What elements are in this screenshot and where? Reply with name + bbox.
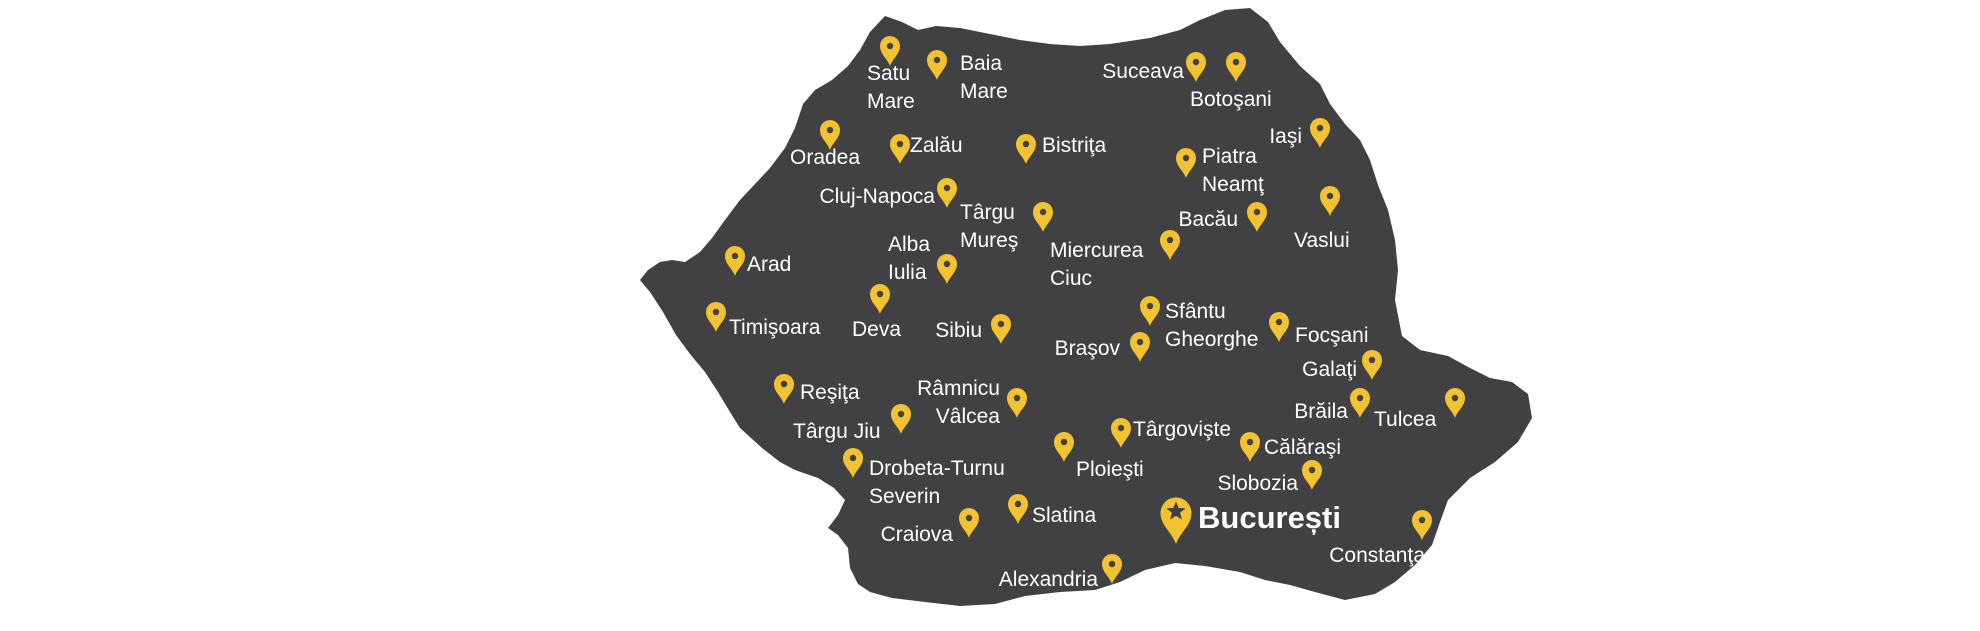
city-label-line: Botoşani — [1190, 88, 1272, 111]
pin-dot — [887, 43, 893, 49]
city-label-line: Deva — [852, 318, 902, 341]
city-label-line: Călăraşi — [1264, 436, 1342, 459]
pin-dot — [781, 381, 787, 387]
city-label-line: Suceava — [1102, 60, 1184, 83]
city-label-bacau — [1178, 208, 1238, 231]
city-label-line: Sfântu — [1165, 300, 1226, 323]
city-label-line: Craiova — [880, 523, 953, 546]
city-label-line: Mureş — [960, 229, 1019, 252]
pin-dot — [1317, 125, 1323, 131]
city-label-resita — [800, 381, 860, 404]
city-label-bistrita — [1042, 134, 1107, 157]
city-label-cluj-napoca — [819, 185, 935, 208]
pin-dot — [998, 321, 1004, 327]
city-label-slobozia — [1217, 472, 1298, 495]
city-label-line: Tulcea — [1374, 408, 1437, 431]
pin-dot — [1061, 439, 1067, 445]
pin-dot — [1254, 209, 1260, 215]
pin-dot — [944, 261, 950, 267]
pin-dot — [1309, 467, 1315, 473]
pin-dot — [713, 309, 719, 315]
pin-dot — [1118, 425, 1124, 431]
pin-dot — [944, 185, 950, 191]
city-label-line: Mare — [960, 80, 1008, 103]
city-label-line: Alexandria — [998, 568, 1098, 591]
city-label-botosani — [1190, 88, 1272, 111]
pin-dot — [1369, 357, 1375, 363]
city-label-line: Focşani — [1295, 324, 1369, 347]
city-label-line: Bacău — [1178, 208, 1238, 231]
city-label-line: Brăila — [1294, 400, 1348, 423]
city-label-line: Piatra — [1202, 145, 1257, 168]
city-label-line: Vaslui — [1294, 229, 1350, 252]
city-label-line: Miercurea — [1050, 239, 1144, 262]
city-label-line: Satu — [867, 62, 911, 85]
pin-dot — [1023, 141, 1029, 147]
city-label-line: Constanţa — [1329, 544, 1425, 567]
city-label-line: Slatina — [1032, 504, 1097, 527]
pin-dot — [1040, 209, 1046, 215]
city-label-line: Vâlcea — [935, 405, 1000, 428]
city-label-line: Alba — [888, 233, 931, 256]
city-label-suceava — [1102, 60, 1184, 83]
city-label-line: Târgovişte — [1133, 418, 1232, 441]
city-label-line: Gheorghe — [1165, 328, 1259, 351]
city-label-constanta — [1329, 544, 1425, 567]
city-label-line: Slobozia — [1217, 472, 1298, 495]
city-label-deva — [852, 318, 901, 341]
pin-dot — [827, 127, 833, 133]
city-label-line: Drobeta-Turnu — [869, 457, 1005, 480]
pin-dot — [1147, 303, 1153, 309]
pin-dot — [1276, 319, 1282, 325]
pin-dot — [1015, 501, 1021, 507]
city-label-zalau — [910, 134, 963, 157]
city-label-slatina — [1032, 504, 1097, 527]
pin-dot — [1193, 59, 1199, 65]
pin-dot — [897, 141, 903, 147]
city-label-timisoara — [729, 316, 821, 339]
city-label-line: Iulia — [888, 261, 927, 284]
pin-dot — [1014, 395, 1020, 401]
city-label-line: Mare — [867, 90, 915, 113]
pin-dot — [877, 291, 883, 297]
pin-dot — [1452, 395, 1458, 401]
pin-dot — [934, 57, 940, 63]
city-label-line: Severin — [869, 485, 941, 508]
city-label-line: Baia — [960, 52, 1003, 75]
city-label-calarasi — [1264, 436, 1341, 459]
city-label-line: Bistriţa — [1042, 134, 1107, 157]
city-label-oradea — [790, 146, 860, 169]
pin-dot — [1327, 193, 1333, 199]
city-label-brasov — [1055, 337, 1121, 360]
pin-dot — [1137, 339, 1143, 345]
city-label-line: Zalău — [910, 134, 963, 157]
city-label-sibiu — [935, 319, 982, 342]
city-label-braila — [1294, 400, 1348, 423]
city-label-line: Arad — [747, 253, 792, 276]
pin-dot — [966, 515, 972, 521]
city-label-line: Târgu — [960, 201, 1015, 224]
city-label-line: Cluj-Napoca — [819, 185, 935, 208]
city-label-line: Galaţi — [1302, 358, 1357, 381]
city-label-ploiesti — [1076, 458, 1144, 481]
city-label-line: Sibiu — [935, 319, 982, 342]
city-label-alexandria — [999, 568, 1099, 591]
city-label-galati — [1302, 358, 1357, 381]
city-label-arad — [747, 253, 791, 276]
city-label-line: Iaşi — [1269, 125, 1302, 148]
city-label-craiova — [881, 523, 954, 546]
pin-dot — [850, 455, 856, 461]
pin-dot — [732, 253, 738, 259]
pin-dot — [1183, 155, 1189, 161]
pin-dot — [1247, 439, 1253, 445]
city-label-targoviste — [1133, 418, 1231, 441]
pin-dot — [1167, 237, 1173, 243]
city-label-line: Braşov — [1054, 337, 1120, 360]
pin-dot — [1419, 517, 1425, 523]
city-label-line: Timişoara — [729, 316, 821, 339]
city-label-line: Târgu Jiu — [793, 420, 881, 443]
city-label-line: Oradea — [790, 146, 861, 169]
city-label-line: Neamţ — [1202, 173, 1264, 196]
city-label-targu-jiu — [793, 420, 881, 443]
pin-dot — [1233, 59, 1239, 65]
city-label-iasi — [1269, 125, 1302, 148]
pin-dot — [1357, 395, 1363, 401]
city-label-line: Reşiţa — [800, 381, 860, 404]
city-label-vaslui — [1294, 229, 1350, 252]
city-label-line: Ciuc — [1050, 267, 1093, 290]
city-label-focsani — [1295, 324, 1369, 347]
capital-label: București — [1198, 500, 1341, 535]
city-label-line: Râmnicu — [917, 377, 1000, 400]
pin-dot — [898, 411, 904, 417]
city-label-line: Ploieşti — [1076, 458, 1144, 481]
city-label-tulcea — [1374, 408, 1437, 431]
pin-dot — [1109, 561, 1115, 567]
